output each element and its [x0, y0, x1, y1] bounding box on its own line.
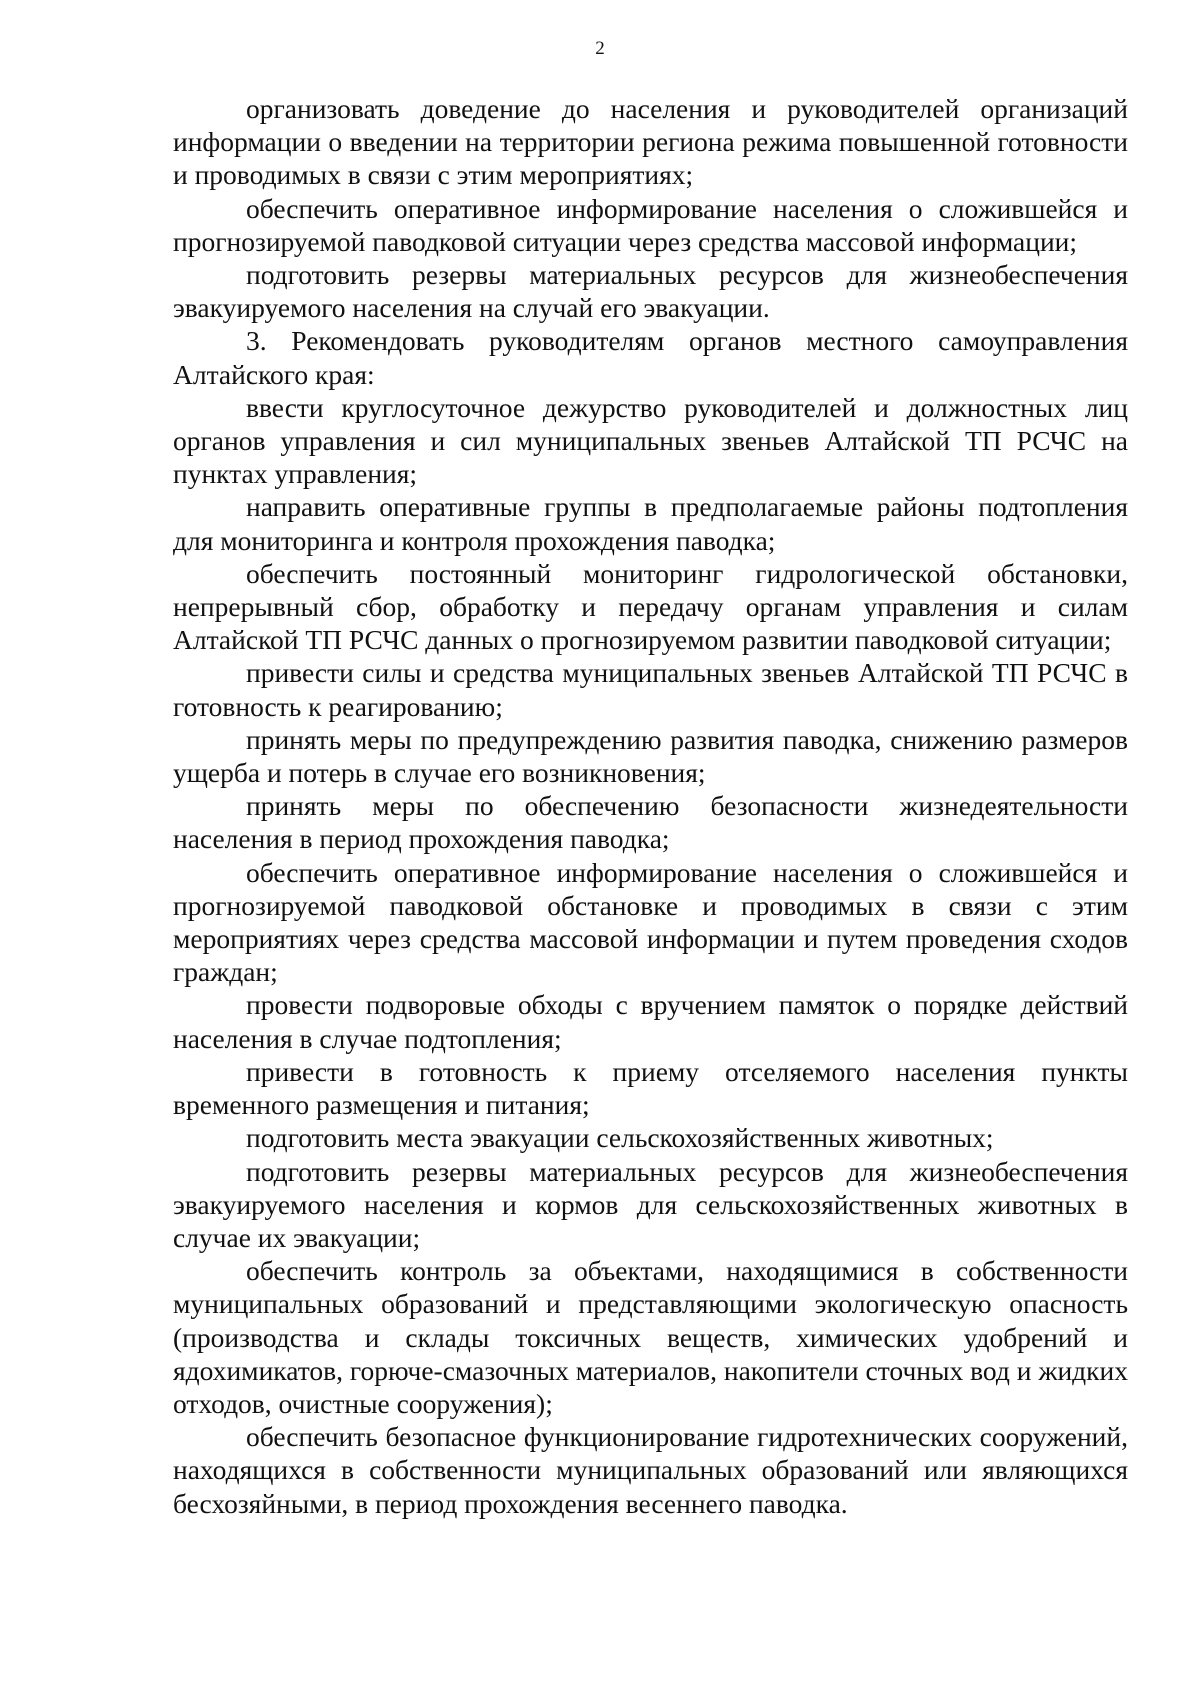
paragraph: обеспечить оперативное информирование населения о сложившейся и прогнозируемой паводковой ситуации через средства массовой информации;	[173, 192, 1128, 257]
paragraph: обеспечить постоянный мониторинг гидрологической обстановки, непрерывный сбор, обработку и передачу органам управления и силам Алтайской ТП РСЧС данных о прогнозируемом развитии паводковой ситуации;	[173, 557, 1128, 656]
paragraph: подготовить места эвакуации сельскохозяйственных животных;	[246, 1122, 994, 1154]
paragraph: провести подворовые обходы с вручением памяток о порядке действий населения в случае подтопления;	[173, 989, 1128, 1054]
paragraph: 3. Рекомендовать руководителям органов местного самоуправления Алтайского края:	[173, 325, 1128, 390]
paragraph: подготовить резервы материальных ресурсов для жизнеобеспечения эвакуируемого населения на случай его эвакуации.	[173, 259, 1128, 324]
paragraph: привести силы и средства муниципальных звеньев Алтайской ТП РСЧС в готовность к реагированию;	[173, 657, 1128, 722]
paragraph: подготовить резервы материальных ресурсов для жизнеобеспечения эвакуируемого населения и кормов для сельскохозяйственных животных в случае их эвакуации;	[173, 1155, 1128, 1253]
document-body	[173, 92, 1128, 1520]
paragraph: принять меры по обеспечению безопасности жизнедеятельности населения в период прохождения паводка;	[173, 790, 1128, 855]
paragraph: обеспечить оперативное информирование населения о сложившейся и прогнозируемой паводковой обстановке и проводимых в связи с этим мероприятиях через средства массовой информации и путем проведения сходов граждан;	[173, 856, 1128, 988]
paragraph: направить оперативные группы в предполагаемые районы подтопления для мониторинга и контроля прохождения паводка;	[173, 491, 1128, 556]
paragraph: организовать доведение до населения и руководителей организаций информации о введении на территории региона режима повышенной готовности и проводимых в связи с этим мероприятиях;	[173, 93, 1128, 191]
paragraph: обеспечить контроль за объектами, находящимися в собственности муниципальных образований и представляющими экологическую опасность (производства и склады токсичных веществ, химических удобрений и ядохимикатов, горюче-смазочных материалов, накопители сточных вод и жидких отходов, очистные сооружения);	[173, 1255, 1128, 1419]
paragraph: привести в готовность к приему отселяемого населения пункты временного размещения и питания;	[173, 1055, 1128, 1121]
paragraph: принять меры по предупреждению развития паводка, снижению размеров ущерба и потерь в случае его возникновения;	[173, 723, 1128, 789]
page-number: 2	[595, 38, 605, 59]
paragraph: обеспечить безопасное функционирование гидротехнических сооружений, находящихся в собственности муниципальных образований или являющихся бесхозяйными, в период прохождения весеннего паводка.	[173, 1421, 1128, 1519]
paragraph: ввести круглосуточное дежурство руководителей и должностных лиц органов управления и сил муниципальных звеньев Алтайской ТП РСЧС на пунктах управления;	[173, 391, 1128, 490]
